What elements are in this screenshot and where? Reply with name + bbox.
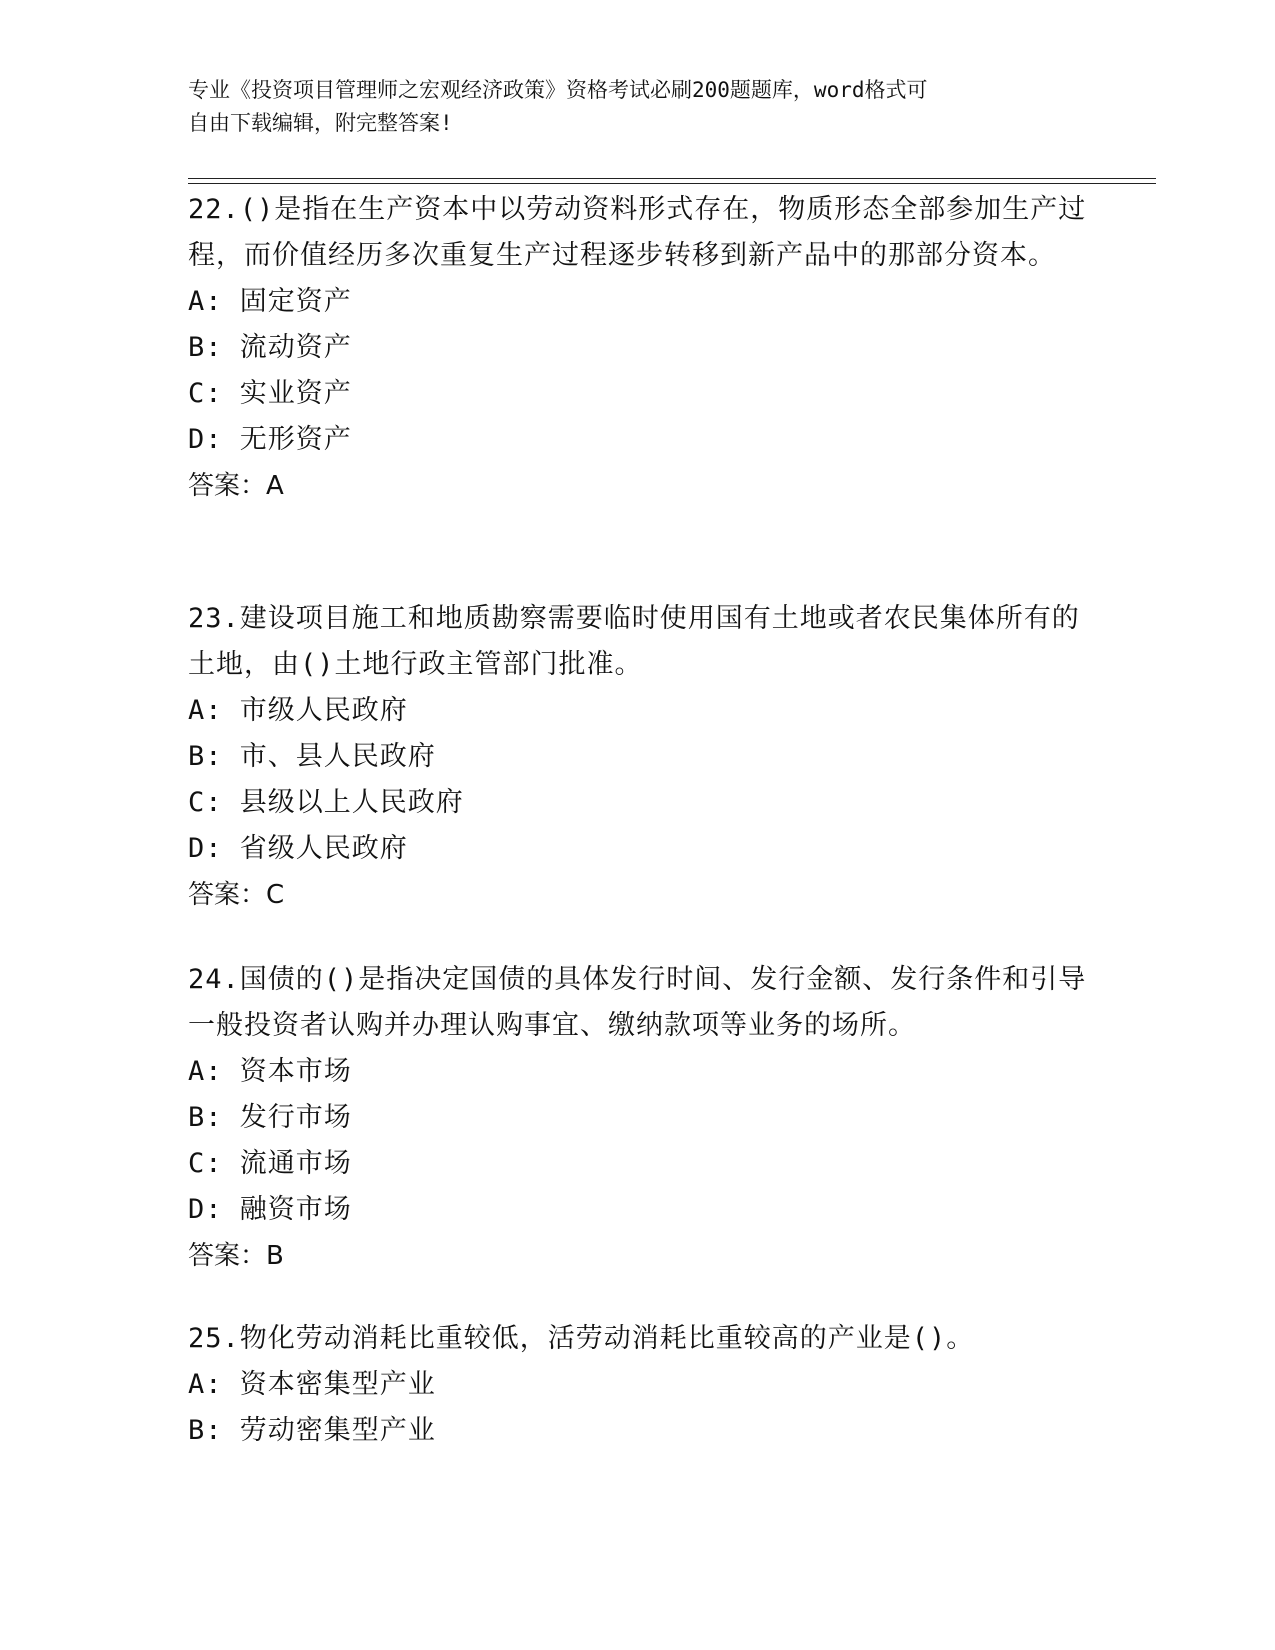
question-23: [188, 596, 1088, 918]
question-24: [188, 957, 1088, 1279]
question-stem: 23.建设项目施工和地质勘察需要临时使用国有土地或者农民集体所有的土地，由()土地行政主管部门批准。: [188, 603, 1080, 680]
header-divider-bottom: [188, 183, 1156, 184]
option-a: A: 固定资产: [188, 286, 352, 317]
header-line-2: 自由下载编辑，附完整答案!: [188, 111, 453, 135]
option-b: B: 劳动密集型产业: [188, 1415, 436, 1446]
option-c: C: 县级以上人民政府: [188, 787, 464, 818]
option-c: C: 流通市场: [188, 1148, 352, 1179]
question-stem: 25.物化劳动消耗比重较低，活劳动消耗比重较高的产业是()。: [188, 1323, 975, 1354]
option-d: D: 无形资产: [188, 424, 352, 455]
option-d: D: 省级人民政府: [188, 833, 408, 864]
answer: 答案：A: [188, 471, 284, 501]
question-22: [188, 187, 1088, 509]
option-b: B: 市、县人民政府: [188, 741, 436, 772]
option-b: B: 流动资产: [188, 332, 352, 363]
question-stem: 22.()是指在生产资本中以劳动资料形式存在，物质形态全部参加生产过程，而价值经历多次重复生产过程逐步转移到新产品中的那部分资本。: [188, 194, 1087, 271]
question-stem: 24.国债的()是指决定国债的具体发行时间、发行金额、发行条件和引导一般投资者认购并办理认购事宜、缴纳款项等业务的场所。: [188, 964, 1087, 1041]
option-b: B: 发行市场: [188, 1102, 352, 1133]
answer: 答案：C: [188, 880, 285, 910]
option-c: C: 实业资产: [188, 378, 352, 409]
question-25: [188, 1316, 1088, 1454]
document-header: [188, 74, 1068, 140]
header-divider-top: [188, 178, 1156, 179]
option-d: D: 融资市场: [188, 1194, 352, 1225]
header-line-1: 专业《投资项目管理师之宏观经济政策》资格考试必刷200题题库，word格式可: [188, 78, 928, 102]
option-a: A: 资本市场: [188, 1056, 352, 1087]
answer: 答案：B: [188, 1241, 284, 1271]
option-a: A: 资本密集型产业: [188, 1369, 436, 1400]
option-a: A: 市级人民政府: [188, 695, 408, 726]
